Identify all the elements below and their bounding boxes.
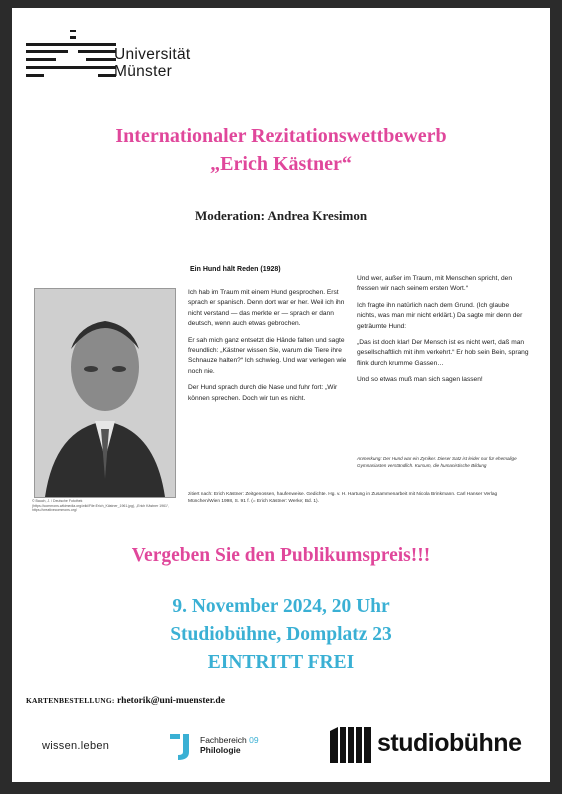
university-name-line2: Münster	[114, 63, 173, 80]
ticket-order-label: KARTENBESTELLUNG:	[26, 696, 115, 705]
university-name-line1: Universität	[114, 46, 191, 63]
faculty-line2: Philologie	[200, 745, 241, 755]
poem-stanza: Und wer, außer im Traum, mit Menschen spricht, den fressen wir nach seinem ersten Wort.“	[357, 275, 513, 293]
poem-stanza: Der Hund sprach durch die Nase und fuhr fort: „Wir können sprechen. Doch wir tun es nicht.	[188, 384, 338, 402]
faculty-number: 09	[249, 735, 259, 745]
portrait-illustration	[35, 289, 175, 497]
event-admission: EINTRITT FREI	[207, 652, 355, 673]
poem-citation: zitiert nach: Erich Kästner: Zeitgenossen, haufenweise. Gedichte. Hg. v. H. Hartung in Zusammenarbeit mit Nicola Brinkmann. Carl Hanser Verlag München/Wien 1998, S. 91 f. (= Erich Kästner: Werke; Bd. 1).	[188, 492, 498, 504]
faculty-name	[200, 735, 259, 755]
ticket-email-link[interactable]: rhetorik@uni-muenster.de	[116, 696, 225, 706]
poem-right-column	[357, 274, 529, 392]
poem-note: Anmerkung: Der Hund war ein Zyniker. Dieser Satz ist leider nur für ehemalige Gymnasiasten verständlich. Kursum, die humanistische Bildung	[357, 456, 517, 468]
headline-line2: „Erich Kästner“	[210, 153, 352, 175]
studiobuehne-wordmark: studiobühne	[377, 729, 522, 757]
headline-line1: Internationaler Rezitationswettbewerb	[115, 125, 447, 147]
event-venue: Studiobühne, Domplatz 23	[170, 624, 392, 645]
call-to-action: Vergeben Sie den Publikumspreis!!!	[131, 545, 431, 566]
faculty-logo	[170, 732, 280, 762]
poem-stanza: „Das ist doch klar! Der Mensch ist es nicht wert, daß man gesellschaftlich mit ihm verkehrt.“ Er hob sein Bein, sprang flink durch krumme Gassen…	[357, 339, 529, 367]
photo-credit: © Bauch, J. / Deutsche Fotothek (https://commons.wikimedia.org/wiki/File:Erich_Kästner_1961.jpg), „Erich Kästner 1961“, https://creativecommons.org/	[32, 499, 170, 512]
studiobuehne-logo-icon	[330, 725, 372, 763]
ticket-order	[26, 696, 225, 706]
university-name	[114, 46, 191, 80]
moderation-text: Moderation: Andrea Kresimon	[194, 208, 368, 223]
studiobuehne-logo	[330, 725, 535, 765]
poem-title: Ein Hund hält Reden (1928)	[190, 266, 281, 273]
author-portrait	[34, 288, 176, 498]
faculty-line1: Fachbereich	[200, 735, 247, 745]
event-datetime: 9. November 2024, 20 Uhr	[172, 596, 390, 617]
poem-stanza: Er sah mich ganz entsetzt die Hände falten und sagte freundlich: „Kästner wissen Sie, warum die Tiere ihre Schnauze halten?“ Ich schwieg. Und war verlegen wie noch nie.	[188, 336, 347, 375]
poem-stanza: Ich hab im Traum mit einem Hund gesprochen. Erst sprach er spanisch. Denn dort war er her. Weil ich ihn nicht verstand — das merkte er — sprach er dann deutsch, wenn auch etwas gebrochen.	[188, 289, 345, 328]
slogan-logo: wissen.leben	[42, 740, 110, 752]
poem-stanza: Und so etwas muß man sich sagen lassen!	[357, 376, 483, 384]
faculty-logo-icon	[170, 734, 194, 760]
poster-page	[12, 8, 550, 782]
poem-left-column	[188, 288, 356, 410]
poem-stanza: Ich fragte ihn natürlich nach dem Grund. (Ich glaube nichts, was man mir nicht erklärt.) Da sagte mir denn der geträumte Hund:	[357, 301, 523, 330]
